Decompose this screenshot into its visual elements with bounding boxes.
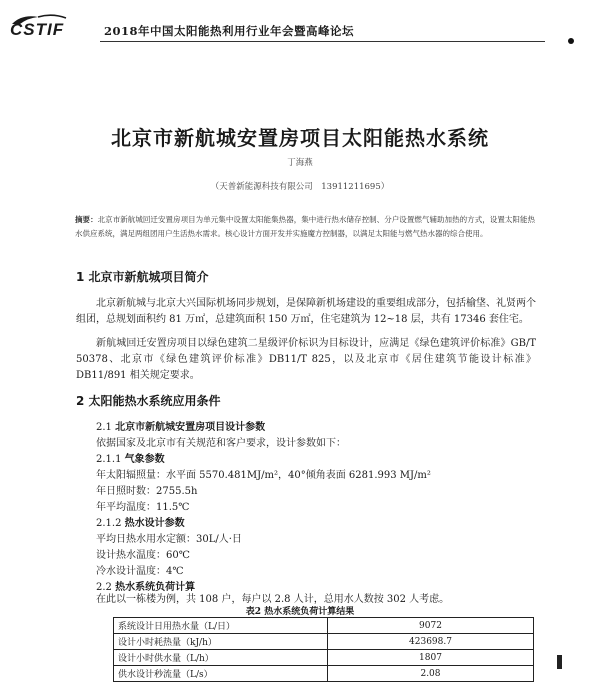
hot-water-temperature-line: 设计热水温度：60℃ <box>96 550 190 561</box>
subsection-title: 热水设计参数 <box>124 518 185 529</box>
subsection-2-1-1-heading <box>96 450 165 465</box>
load-calculation-table <box>113 617 534 682</box>
table-cell-value: 423698.7 <box>328 634 534 650</box>
subsection-title: 气象参数 <box>124 454 165 465</box>
author-name: 丁海燕 <box>287 158 313 168</box>
irradiance-line: 年太阳辐照量：水平面 5570.481MJ/m²，40°倾角表面 6281.993 MJ/m² <box>96 470 431 481</box>
table-cell-value: 2.08 <box>328 666 534 682</box>
logo-text: CSTIF <box>10 20 65 39</box>
abstract-label: 摘要： <box>75 215 98 224</box>
table-row <box>114 650 534 666</box>
edge-mark <box>557 655 562 669</box>
table-row <box>114 618 534 634</box>
table-caption: 表2 热水系统负荷计算结果 <box>245 607 355 617</box>
subsection-title: 热水系统负荷计算 <box>115 582 196 593</box>
table-cell-label: 设计小时供水量（L/h） <box>114 650 328 666</box>
sunshine-hours-line: 年日照时数：2755.5h <box>96 486 198 497</box>
paper-title: 北京市新航城安置房项目太阳能热水系统 <box>111 126 489 150</box>
water-quota-line: 平均日热水用水定额：30L/人·日 <box>96 534 242 545</box>
table-row <box>114 666 534 682</box>
table-row <box>114 634 534 650</box>
section-1-heading: 1 北京市新航城项目简介 <box>76 270 209 284</box>
header-rule <box>100 41 545 42</box>
subsection-2-1-heading <box>96 418 265 433</box>
abstract <box>75 213 535 241</box>
bullet-dot <box>568 38 574 44</box>
subsection-2-1-2-heading <box>96 514 185 529</box>
table-cell-label: 供水设计秒流量（L/s） <box>114 666 328 682</box>
subsection-2-2-text: 在此以一栋楼为例，共 108 户，每户以 2.8 人计，总用水人数按 302 人考虑。 <box>96 594 450 605</box>
subsection-2-1-intro: 依据国家及北京市有关规范和客户要求，设计参数如下： <box>96 438 346 449</box>
table-cell-value: 9072 <box>328 618 534 634</box>
section-2-heading: 2 太阳能热水系统应用条件 <box>76 394 221 408</box>
subsection-number: 2.2 <box>96 582 112 593</box>
conference-title: 2018年中国太阳能热利用行业年会暨高峰论坛 <box>104 24 355 38</box>
abstract-text: 北京市新航城回迁安置房项目为单元集中设置太阳能集热器，集中进行热水储存控制、分户设置燃气辅助加热的方式，设置太阳能热水供应系统，满足两组团用户生活热水需求。核心设计方面开发并实施魔方控制器，以满足太阳能与燃气热水器的综合使用。 <box>75 215 535 238</box>
section-1-para-2: 新航城回迁安置房项目以绿色建筑二星级评价标识为目标设计，应满足《绿色建筑评价标准》GB/T 50378、北京市《绿色建筑评价标准》DB11/T 825，以及北京市《居住建筑节能设计标准》DB11/891 相关规定要求。 <box>76 338 536 381</box>
table-cell-label: 系统设计日用热水量（L/日） <box>114 618 328 634</box>
subsection-number: 2.1 <box>96 422 112 433</box>
table-cell-label: 设计小时耗热量（kJ/h） <box>114 634 328 650</box>
average-temperature-line: 年平均温度：11.5℃ <box>96 502 190 513</box>
subsection-number: 2.1.2 <box>96 518 122 529</box>
table-cell-value: 1807 <box>328 650 534 666</box>
author-affiliation: （天普新能源科技有限公司 13911211695） <box>210 182 390 192</box>
section-1-para-1: 北京新航城与北京大兴国际机场同步规划，是保障新机场建设的重要组成部分，包括榆垡、礼贤两个组团，总规划面积约 81 万㎡，总建筑面积 150 万㎡，住宅建筑为 12~18 层，共有 17346 套住宅。 <box>76 298 536 325</box>
subsection-number: 2.1.1 <box>96 454 122 465</box>
subsection-title: 北京市新航城安置房项目设计参数 <box>115 422 266 433</box>
cold-water-temperature-line: 冷水设计温度：4℃ <box>96 566 184 577</box>
running-header <box>8 12 583 42</box>
